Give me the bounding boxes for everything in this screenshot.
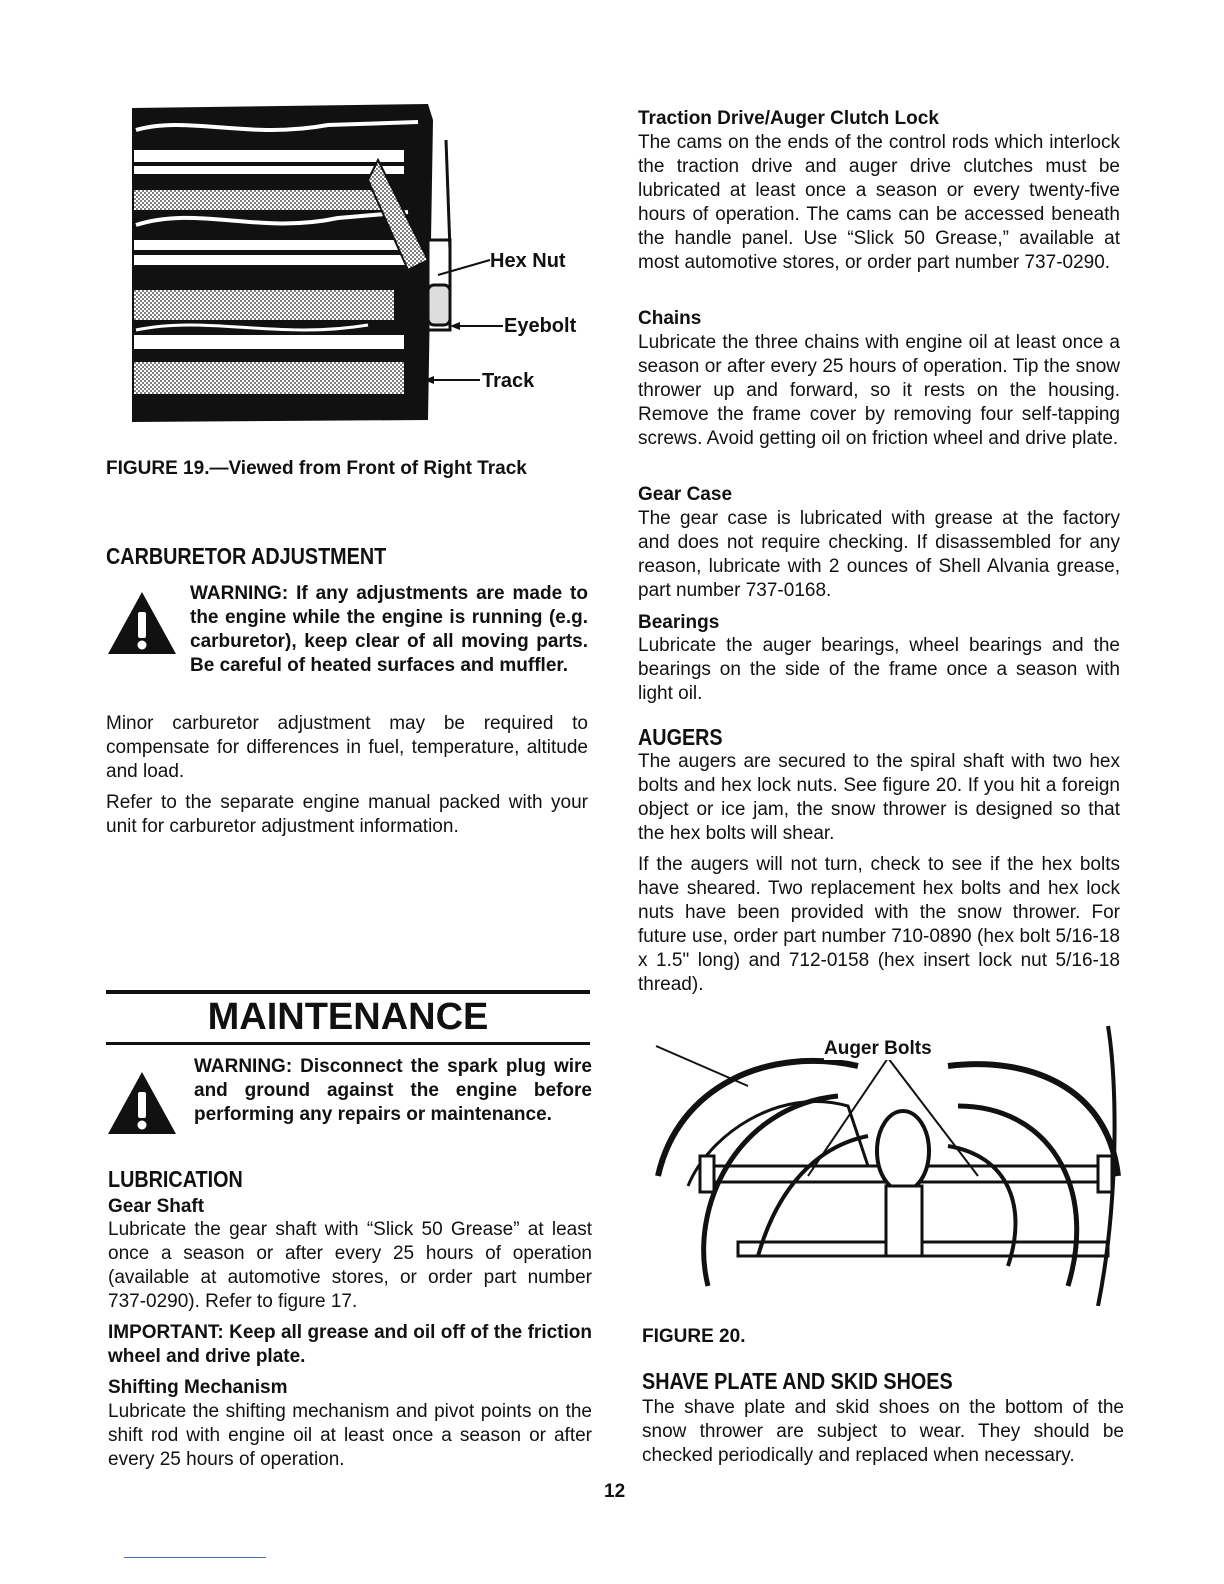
hex-nut-label: Hex Nut [490,250,566,272]
page-number: 12 [604,1481,626,1502]
chains-title: Chains [638,308,702,329]
augers-text-2: If the augers will not turn, check to see if the hex bolts have sheared. Two replacement hex bolts and hex lock nuts have been provided with the snow thrower. For future use, order part number 710-0890 (hex bolt 5/16-18 x 1.5" long) and 712-0158 (hex insert lock nut 5/16-18 thread). [638,854,1120,995]
gear-case-text: The gear case is lubricated with grease at the factory and does not require checking. If disassembled for any reason, lubricate with 2 ounces of Shell Alvania grease, part number 737-0168. [638,508,1120,601]
warning-icon [106,1070,178,1136]
lubrication-heading: LUBRICATION [108,1166,243,1192]
shifting-mechanism-text: Lubricate the shifting mechanism and pivot points on the shift rod with engine oil at least once a season or after every 25 hours of operation. [108,1401,592,1470]
carburetor-heading: CARBURETOR ADJUSTMENT [106,543,387,569]
carburetor-para-1: Minor carburetor adjustment may be required to compensate for differences in fuel, temperature, altitude and load. [106,713,588,782]
important-note: IMPORTANT: Keep all grease and oil off of the friction wheel and drive plate. [108,1322,592,1367]
auger-bolts-label: Auger Bolts [824,1038,932,1059]
maintenance-warning: WARNING: Disconnect the spark plug wire and ground against the engine before performing any repairs or maintenance. [194,1056,592,1125]
carburetor-para-2: Refer to the separate engine manual packed with your unit for carburetor adjustment information. [106,792,588,837]
figure-20 [648,1006,1128,1306]
traction-title: Traction Drive/Auger Clutch Lock [638,108,939,129]
gear-shaft-title: Gear Shaft [108,1196,205,1217]
figure-19 [128,100,588,430]
bearings-title: Bearings [638,612,720,633]
track-label: Track [482,370,535,392]
carburetor-warning: WARNING: If any adjustments are made to the engine while the engine is running (e.g. carburetor), keep clear of all moving parts. Be careful of heated surfaces and muffler. [190,583,588,676]
gear-shaft-text: Lubricate the gear shaft with “Slick 50 Grease” at least once a season or after every 25 hours of operation (available at automotive stores, or order part number 737-0290). Refer to figure 17. [108,1219,592,1312]
warning-icon [106,590,178,656]
augers-text-1: The augers are secured to the spiral shaft with two hex bolts and hex lock nuts. See figure 20. If you hit a foreign object or ice jam, the snow thrower is designed so that the hex bolts will shear. [638,751,1120,844]
eyebolt-label: Eyebolt [504,315,577,337]
chains-text: Lubricate the three chains with engine oil at least once a season or after every 25 hours of operation. Tip the snow thrower up and forward, so it rests on the housing. Remove the frame cover by removing four self-tapping screws. Avoid getting oil on friction wheel and drive plate. [638,332,1120,449]
maintenance-rule-bottom [106,1042,590,1045]
traction-text: The cams on the ends of the control rods which interlock the traction drive and auger drive clutches must be lubricated at least once a season or every twenty-five hours of operation. The cams can be accessed beneath the handle panel. Use “Slick 50 Grease,” available at most automotive stores, or order part number 737-0290. [638,132,1120,273]
figure-19-caption: FIGURE 19.—Viewed from Front of Right Track [106,458,527,479]
augers-heading: AUGERS [638,724,723,750]
footer-rule [124,1557,266,1558]
gear-case-title: Gear Case [638,484,733,505]
bearings-text: Lubricate the auger bearings, wheel bearings and the bearings on the side of the frame once a season with light oil. [638,635,1120,704]
shave-plate-heading: SHAVE PLATE AND SKID SHOES [642,1368,953,1394]
maintenance-title: MAINTENANCE [207,996,489,1038]
figure-20-caption: FIGURE 20. [642,1326,746,1347]
shifting-mechanism-title: Shifting Mechanism [108,1377,288,1398]
shave-plate-text: The shave plate and skid shoes on the bottom of the snow thrower are subject to wear. They should be checked periodically and replaced when necessary. [642,1397,1124,1466]
